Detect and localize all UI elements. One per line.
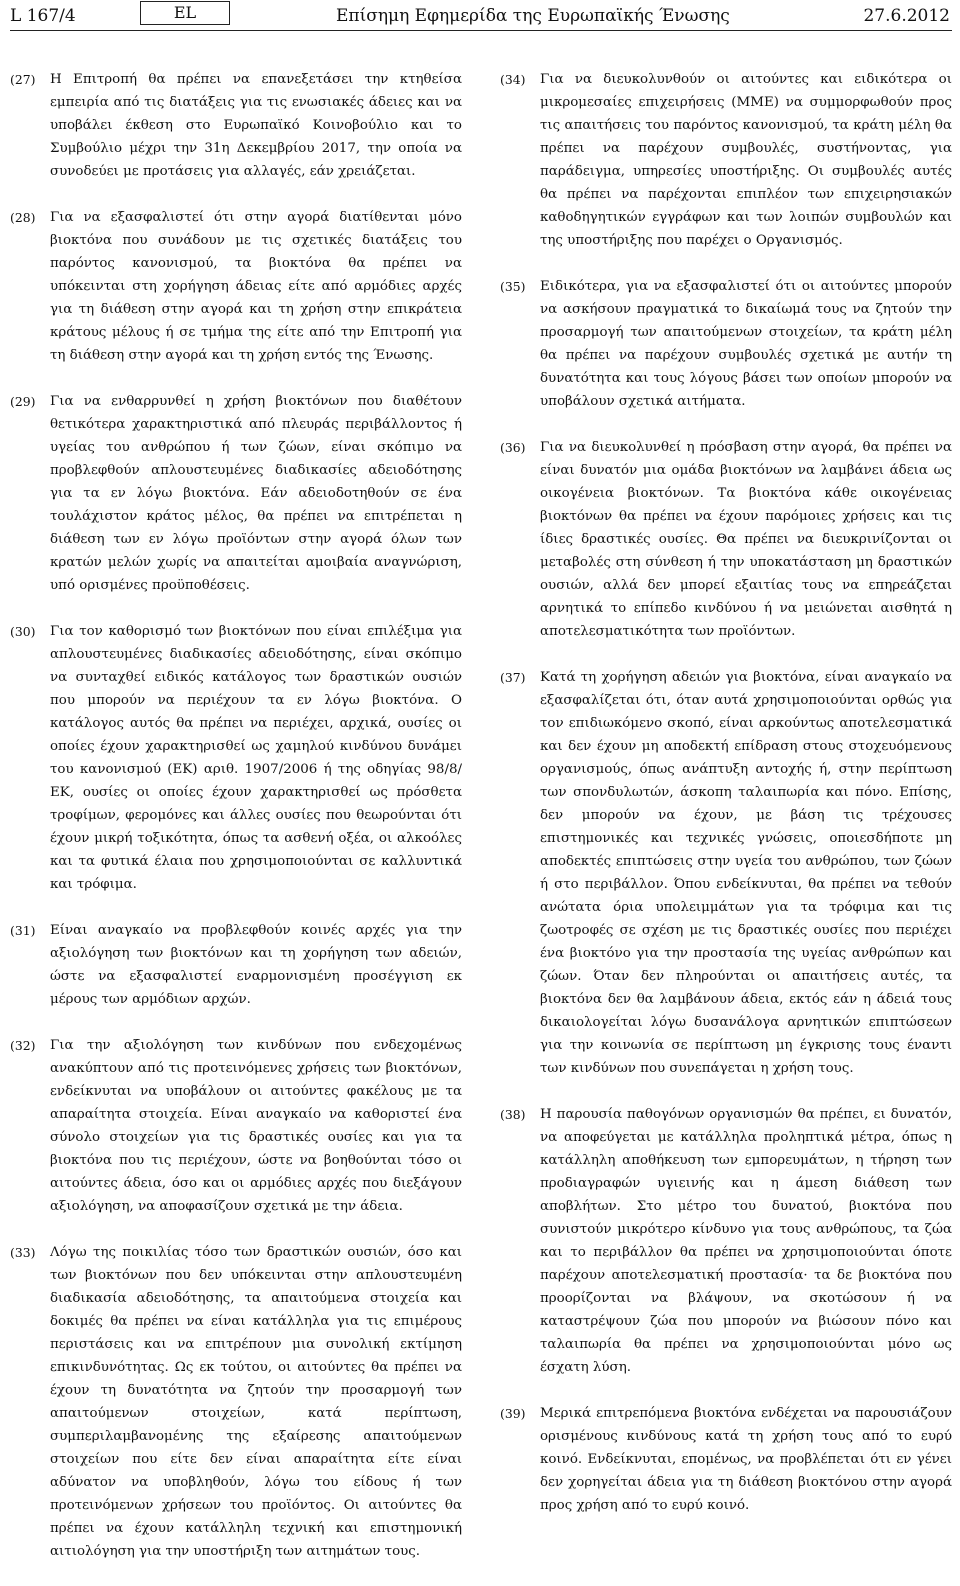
recital-number: (36) (500, 440, 526, 455)
recital (10, 390, 462, 597)
recital-number: (38) (500, 1107, 526, 1122)
recital (500, 666, 952, 1080)
recital (10, 206, 462, 367)
language-badge: EL (140, 1, 230, 25)
recital-text: Για να διευκολυνθούν οι αιτούντες και ειδικότερα οι μικρομεσαίες επιχειρήσεις (ΜΜΕ) να συμμορφωθούν προς τις απαιτήσεις του παρόντος κανονισμού, τα κράτη μέλη θα πρέπει να παρέχουν συμβουλές, συστήνοντας, για παράδειγμα, υπηρεσίες υποστήριξης. Οι συμβουλές αυτές θα πρέπει να παρέχονται επιπλέον των επιχειρησιακών καθοδηγητικών εγγράφων και των λοιπών συμβουλών και της υποστήριξης που παρέχει ο Οργανισμός. (540, 72, 952, 248)
recital-text: Λόγω της ποικιλίας τόσο των δραστικών ουσιών, όσο και των βιοκτόνων που δεν υπόκεινται στην απλουστευμένη διαδικασία αδειοδότησης, τα απαιτούμενα στοιχεία και δοκιμές θα πρέπει να είναι κατάλληλα για τις επιμέρους περιστάσεις και να επιτρέπουν μια συνολική εκτίμηση επικινδυνότητας. Ως εκ τούτου, οι αιτούντες θα πρέπει να έχουν τη δυνατότητα να ζητούν την προσαρμογή των απαιτούμενων στοιχείων, κατά περίπτωση, συμπεριλαμβανομένης της εξαίρεσης απαιτούμενων στοιχείων που είτε δεν είναι απαραίτητα είτε είναι αδύνατον να υποβληθούν, λόγω του είδους ή των προτεινόμενων χρήσεων του προϊόντος. Οι αιτούντες θα πρέπει να έχουν κατάλληλη τεχνική και επιστημονική αιτιολόγηση για την υποστήριξη των αιτημάτων τους. (50, 1245, 462, 1559)
recital-number: (37) (500, 670, 526, 685)
page-reference: L 167/4 (10, 6, 76, 26)
page-header (10, 0, 952, 31)
recital (10, 1034, 462, 1218)
left-column (10, 68, 462, 1586)
recital-number: (29) (10, 394, 36, 409)
recital-number: (32) (10, 1038, 36, 1053)
recital-number: (27) (10, 72, 36, 87)
recital-number: (34) (500, 72, 526, 87)
recital-text: Για την αξιολόγηση των κινδύνων που ενδεχομένως ανακύπτουν από τις προτεινόμενες χρήσεις των βιοκτόνων, ενδείκνυται να υποβάλουν οι αιτούντες φακέλους με τα απαραίτητα στοιχεία. Είναι αναγκαίο να καθοριστεί ένα σύνολο στοιχείων για τις δραστικές ουσίες και για τα βιοκτόνα που τις περιέχουν, ώστε να βοηθούνται τόσο οι αιτούντες άδεια, όσο και οι αρμόδιες αρχές που διεξάγουν αξιολόγηση, να αποφασίζουν σχετικά με την άδεια. (50, 1038, 462, 1214)
recital (500, 1402, 952, 1517)
recital (500, 68, 952, 252)
recital-text: Για τον καθορισμό των βιοκτόνων που είναι επιλέξιμα για απλουστευμένες διαδικασίες αδειοδότησης, είναι σκόπιμο να συνταχθεί ειδικός κατάλογος των δραστικών ουσιών που μπορούν να περιέχουν τα εν λόγω βιοκτόνα. Ο κατάλογος αυτός θα πρέπει να περιέχει, αρχικά, ουσίες οι οποίες έχουν χαρακτηρισθεί ως χαμηλού κινδύνου δυνάμει του κανονισμού (ΕΚ) αριθ. 1907/2006 ή της οδηγίας 98/8/ΕΚ, ουσίες οι οποίες έχουν χαρακτηρισθεί ως πρόσθετα τροφίμων, φερομόνες και άλλες ουσίες που θεωρούνται ότι έχουν μικρή τοξικότητα, όπως τα ασθενή οξέα, οι αλκοόλες και τα φυτικά έλαια που χρησιμοποιούνται σε καλλυντικά και τρόφιμα. (50, 624, 462, 892)
recital-text: Η Επιτροπή θα πρέπει να επανεξετάσει την κτηθείσα εμπειρία από τις διατάξεις για τις ενωσιακές άδειες και να υποβάλει έκθεση στο Ευρωπαϊκό Κοινοβούλιο και το Συμβούλιο μέχρι την 31η Δεκεμβρίου 2017, την οποία να συνοδεύει με προτάσεις για αλλαγές, εάν χρειάζεται. (50, 72, 462, 179)
recital-number: (30) (10, 624, 36, 639)
right-column (500, 68, 952, 1586)
recital-number: (31) (10, 923, 36, 938)
recital (10, 919, 462, 1011)
recital (10, 1241, 462, 1563)
recital-text: Μερικά επιτρεπόμενα βιοκτόνα ενδέχεται να παρουσιάζουν ορισμένους κινδύνους κατά τη χρήση τους από το ευρύ κοινό. Ενδείκνυται, επομένως, να προβλέπεται ότι εν γένει δεν χορηγείται άδεια για τη διάθεση βιοκτόνου στην αγορά προς χρήση από το ευρύ κοινό. (540, 1406, 952, 1513)
recital-text: Η παρουσία παθογόνων οργανισμών θα πρέπει, ει δυνατόν, να αποφεύγεται με κατάλληλα προληπτικά μέτρα, όπως η κατάλληλη αποθήκευση των εμπορευμάτων, η τήρηση των προδιαγραφών υγιεινής και η άμεση διάθεση των αποβλήτων. Στο μέτρο του δυνατού, βιοκτόνα που συνιστούν μικρότερο κίνδυνο για τους ανθρώπους, τα ζώα και το περιβάλλον θα πρέπει να χρησιμοποιούνται όποτε παρέχουν αποτελεσματική προστασία· τα δε βιοκτόνα που προορίζονται να βλάψουν, να σκοτώσουν ή να καταστρέψουν ζώα που μπορούν να βιώσουν πόνο και ταλαιπωρία θα πρέπει να χρησιμοποιούνται μόνο ως έσχατη λύση. (540, 1107, 952, 1375)
recital-number: (39) (500, 1406, 526, 1421)
journal-title: Επίσημη Εφημερίδα της Ευρωπαϊκής Ένωσης (336, 6, 730, 26)
recital-number: (33) (10, 1245, 36, 1260)
text-columns (10, 68, 952, 1586)
recital (10, 620, 462, 896)
recital-text: Για να διευκολυνθεί η πρόσβαση στην αγορά, θα πρέπει να είναι δυνατόν μια ομάδα βιοκτόνων να λαμβάνει άδεια ως οικογένεια βιοκτόνων. Τα βιοκτόνα κάθε οικογένειας βιοκτόνων θα πρέπει να έχουν παρόμοιες χρήσεις και τις ίδιες δραστικές ουσίες. Θα πρέπει να διευκρινίζονται οι μεταβολές στη σύνθεση ή την υποκατάσταση μη δραστικών ουσιών, αλλά δεν μπορεί εξαιτίας τους να επηρεάζεται αρνητικά το επίπεδο κινδύνου ή να μειώνεται αισθητά η αποτελεσματικότητα των προϊόντων. (540, 440, 952, 639)
recital-text: Είναι αναγκαίο να προβλεφθούν κοινές αρχές για την αξιολόγηση των βιοκτόνων και τη χορήγηση των αδειών, ώστε να εξασφαλιστεί εναρμονισμένη προσέγγιση εκ μέρους των αρμόδιων αρχών. (50, 923, 462, 1007)
recital-number: (28) (10, 210, 36, 225)
recital-text: Ειδικότερα, για να εξασφαλιστεί ότι οι αιτούντες μπορούν να ασκήσουν πραγματικά το δικαίωμά τους να ζητούν την προσαρμογή των απαιτούμενων στοιχείων, τα κράτη μέλη θα πρέπει να παρέχουν συμβουλές σχετικά με αυτήν τη δυνατότητα και τους λόγους βάσει των οποίων μπορούν να υποβάλουν σχετικά αιτήματα. (540, 279, 952, 409)
recital-number: (35) (500, 279, 526, 294)
recital-text: Κατά τη χορήγηση αδειών για βιοκτόνα, είναι αναγκαίο να εξασφαλίζεται ότι, όταν αυτά χρησιμοποιούνται ορθώς για τον επιδιωκόμενο σκοπό, είναι αρκούντως αποτελεσματικά και δεν έχουν μη αποδεκτή επίδραση στους στοχευόμενους οργανισμούς, όπως ανάπτυξη αντοχής ή, στην περίπτωση των σπονδυλωτών, άσκοπη ταλαιπωρία και πόνο. Επίσης, δεν μπορούν να έχουν, με βάση τις τρέχουσες επιστημονικές και τεχνικές γνώσεις, οποιεσδήποτε μη αποδεκτές επιπτώσεις στην υγεία του ανθρώπου, των ζώων ή στο περιβάλλον. Όπου ενδείκνυται, θα πρέπει να τεθούν ανώτατα όρια υπολειμμάτων για τα τρόφιμα και τις ζωοτροφές σε σχέση με τις δραστικές ουσίες που περιέχει ένα βιοκτόνο για την προστασία της υγείας ανθρώπων και ζώων. Όταν δεν πληρούνται οι απαιτήσεις αυτές, τα βιοκτόνα δεν θα λαμβάνουν άδεια, εκτός εάν η άδειά τους δικαιολογείται λόγω δυσανάλογα αρνητικών επιπτώσεων για την κοινωνία σε περίπτωση μη έγκρισης τους έναντι των κινδύνων που συνεπάγεται η χρήση τους. (540, 670, 952, 1076)
recital (10, 68, 462, 183)
recital-text: Για να εξασφαλιστεί ότι στην αγορά διατίθενται μόνο βιοκτόνα που συνάδουν με τις σχετικές διατάξεις του παρόντος κανονισμού, τα βιοκτόνα θα πρέπει να υπόκεινται στη χορήγηση άδειας είτε από αρμόδιες αρχές για τη διάθεση στην αγορά και τη χρήση στην επικράτεια κράτους μέλους ή σε τμήμα της είτε από την Επιτροπή για τη διάθεση στην αγορά και τη χρήση εντός της Ένωσης. (50, 210, 462, 363)
recital (500, 436, 952, 643)
recital-text: Για να ενθαρρυνθεί η χρήση βιοκτόνων που διαθέτουν θετικότερα χαρακτηριστικά από πλευράς περιβάλλοντος ή υγείας του ανθρώπου ή των ζώων, είναι σκόπιμο να προβλεφθούν απλουστευμένες διαδικασίες αδειοδότησης για τα εν λόγω βιοκτόνα. Εάν αδειοδοτηθούν σε ένα τουλάχιστον κράτος μέλος, θα πρέπει να επιτρέπεται η διάθεση των εν λόγω προϊόντων στην αγορά όλων των κρατών μελών χωρίς να απαιτείται αμοιβαία αναγνώριση, υπό ορισμένες προϋποθέσεις. (50, 394, 462, 593)
recital (500, 1103, 952, 1379)
recital (500, 275, 952, 413)
publication-date: 27.6.2012 (863, 6, 950, 26)
